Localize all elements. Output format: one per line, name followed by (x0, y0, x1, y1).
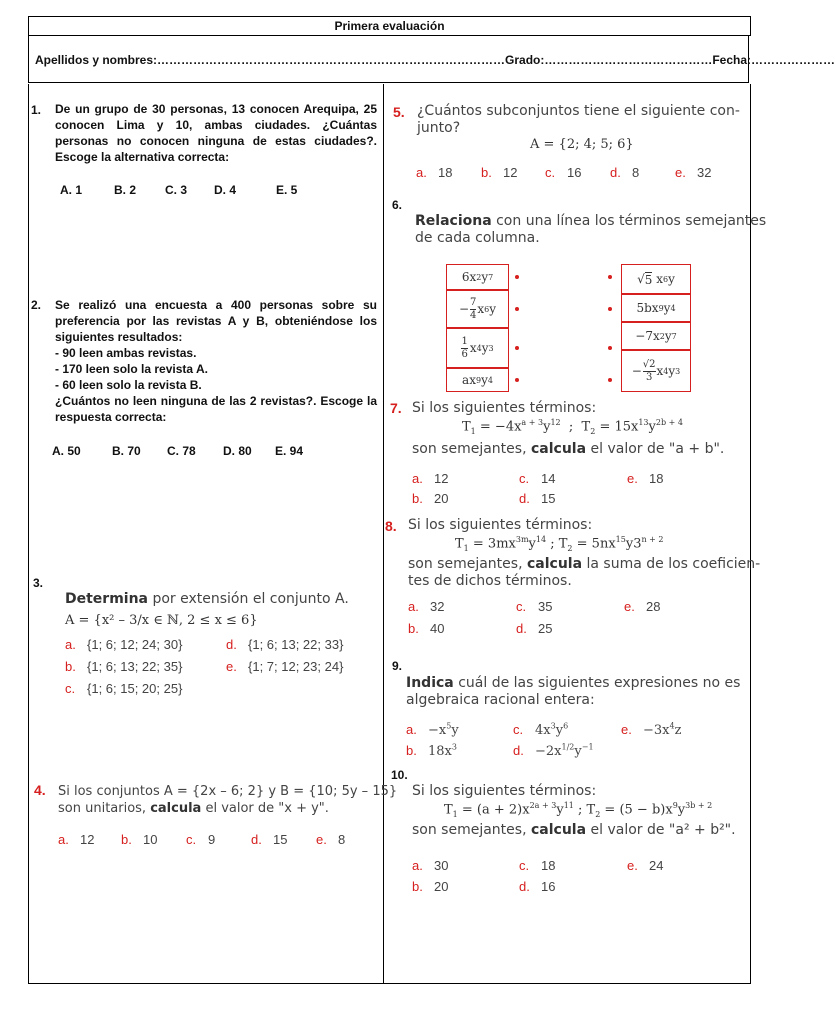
match-dot[interactable] (515, 307, 519, 311)
q6-number: 6. (392, 198, 403, 212)
q4-option[interactable]: a. 12 (58, 832, 95, 847)
term-left-2: − 7 4 x 6 y (446, 290, 509, 328)
q2-number: 2. (31, 298, 42, 312)
q8-option[interactable]: e. 28 (624, 599, 661, 614)
q5-option[interactable]: a. 18 (416, 165, 453, 180)
q8-text: son semejantes, calcula la suma de los coeficien- tes de dichos términos. (408, 556, 761, 589)
q7-option[interactable]: a. 12 (412, 471, 449, 486)
q1-option[interactable]: A. 1 (60, 183, 83, 197)
q5-set: A = {2; 4; 5; 6} (530, 137, 634, 152)
column-divider (383, 84, 384, 984)
q5-text (417, 103, 740, 137)
q8-option[interactable]: b. 40 (408, 621, 445, 636)
q3-lead: Determina (65, 591, 149, 607)
q1-number: 1. (31, 103, 42, 117)
q4-option[interactable]: b. 10 (121, 832, 158, 847)
match-dot[interactable] (515, 275, 519, 279)
q2-option[interactable]: A. 50 (52, 444, 81, 458)
q9-option[interactable]: d. $-2x^{1/2}y^{-1}$ (513, 743, 594, 760)
q5-option[interactable]: d. 8 (610, 165, 640, 180)
q6-text: Relaciona con una línea los términos semejantes de cada columna. (415, 213, 767, 246)
q2-line: - 90 leen ambas revistas. (55, 346, 197, 360)
q2-option[interactable]: C. 78 (167, 444, 196, 458)
q5-number: 5. (393, 104, 405, 120)
term-left-1: 6x 2 y 7 (446, 264, 509, 290)
q5-option[interactable]: c. 16 (545, 165, 582, 180)
q3-option[interactable]: c. {1; 6; 15; 20; 25} (65, 681, 183, 696)
q3-option[interactable]: d. {1; 6; 13; 22; 33} (226, 637, 344, 652)
student-info-line: Apellidos y nombres:……………………………………………………………………………Grado:……………………………………Fecha:………………… (28, 35, 749, 83)
q1-option[interactable]: C. 3 (165, 183, 188, 197)
q5-line: ¿Cuántos subconjuntos tiene el siguiente con- (417, 103, 740, 119)
q4-text (58, 783, 397, 817)
q2-option[interactable]: B. 70 (112, 444, 141, 458)
q2-text (55, 297, 377, 425)
q4-option[interactable]: d. 15 (251, 832, 288, 847)
q9-option[interactable]: a. $-x^5y$ (406, 722, 459, 739)
q7-line: son semejantes, calcula el valor de "a + b". (412, 441, 725, 457)
q3-option[interactable]: b. {1; 6; 13; 22; 35} (65, 659, 183, 674)
term-right-4: − √2 3 x 4 y 3 (621, 350, 691, 392)
q4-line: Si los conjuntos A = {2x – 6; 2} y B = {10; 5y – 15} (58, 784, 398, 799)
term-right-3: −7x 2 y 7 (621, 322, 691, 350)
q4-number: 4. (34, 782, 46, 798)
q10-option[interactable]: c. 18 (519, 858, 556, 873)
q2-option[interactable]: E. 94 (275, 444, 304, 458)
q7-option[interactable]: b. 20 (412, 491, 449, 506)
q5-option[interactable]: b. 12 (481, 165, 518, 180)
term-right-2: 5bx 9 y 4 (621, 294, 691, 322)
q2-option[interactable]: D. 80 (223, 444, 252, 458)
q7-option[interactable]: d. 15 (519, 491, 556, 506)
q8-option[interactable]: d. 25 (516, 621, 553, 636)
q4-option[interactable]: e. 8 (316, 832, 346, 847)
q1-text: De un grupo de 30 personas, 13 conocen Arequipa, 25 conocen Lima y 10, ambas ciudades. ¿Cuántas personas no conocen ninguna de estas ciudades?. Escoge la alternativa correcta: (55, 102, 377, 164)
q8-option[interactable]: a. 32 (408, 599, 445, 614)
q8-number: 8. (385, 518, 397, 534)
q10-formula: $T_1 = (a + 2)x^{2a + 3}y^{11}$ ; $T_2 = (5 - b)x^9y^{3b + 2}$ (444, 801, 713, 819)
q9-number: 9. (392, 659, 403, 673)
q10-option[interactable]: b. 20 (412, 879, 449, 894)
q4-line: son unitarios, calcula el valor de "x + y". (58, 801, 329, 816)
match-dot[interactable] (515, 378, 519, 382)
match-dot[interactable] (608, 346, 612, 350)
term-left-3: 1 6 x 4 y 3 (446, 328, 509, 368)
q3-instruction (65, 591, 349, 608)
q7-option[interactable]: e. 18 (627, 471, 664, 486)
q3-option[interactable]: a. {1; 6; 12; 24; 30} (65, 637, 183, 652)
q8-option[interactable]: c. 35 (516, 599, 553, 614)
match-dot[interactable] (608, 378, 612, 382)
q7-option[interactable]: c. 14 (519, 471, 556, 486)
q3-text: por extensión el conjunto A. (148, 591, 349, 607)
q10-option[interactable]: d. 16 (519, 879, 556, 894)
q1-option[interactable]: D. 4 (214, 183, 237, 197)
term-right-1: √ 5 x 6 y (621, 264, 691, 294)
match-dot[interactable] (608, 307, 612, 311)
q10-option[interactable]: a. 30 (412, 858, 449, 873)
q10-line: son semejantes, calcula el valor de "a² + b²". (412, 822, 736, 838)
q7-formula: $T_1 = -4x^{a + 3}y^{12}$ ; $T_2 = 15x^{13}y^{2b + 4}$ (462, 418, 683, 436)
q10-number: 10. (391, 768, 408, 782)
q2-line: - 60 leen solo la revista B. (55, 378, 202, 392)
q5-line: junto? (417, 120, 461, 136)
q2-line: - 170 leen solo la revista A. (55, 362, 208, 376)
page-title: Primera evaluación (28, 16, 751, 36)
q1-option[interactable]: E. 5 (276, 183, 298, 197)
q8-line: Si los siguientes términos: (408, 517, 593, 533)
q7-line: Si los siguientes términos: (412, 400, 597, 416)
q4-option[interactable]: c. 9 (186, 832, 216, 847)
q9-option[interactable]: c. $4x^3y^6$ (513, 722, 569, 739)
match-dot[interactable] (515, 346, 519, 350)
term-left-4: ax 9 y 4 (446, 368, 509, 392)
q1-option[interactable]: B. 2 (114, 183, 137, 197)
match-dot[interactable] (608, 275, 612, 279)
q7-number: 7. (390, 400, 402, 416)
q9-option[interactable]: e. $-3x^4z$ (621, 722, 682, 739)
q5-option[interactable]: e. 32 (675, 165, 712, 180)
q3-option[interactable]: e. {1; 7; 12; 23; 24} (226, 659, 344, 674)
q3-number: 3. (33, 576, 44, 590)
q9-text: Indica cuál de las siguientes expresiones no es algebraica racional entera: (406, 675, 741, 708)
q2-line: ¿Cuántos no leen ninguna de las 2 revistas?. Escoge la respuesta correcta: (55, 394, 377, 424)
q3-set: A = {x² – 3/x ∈ ℕ, 2 ≤ x ≤ 6} (65, 613, 258, 628)
q10-option[interactable]: e. 24 (627, 858, 664, 873)
q9-option[interactable]: b. $18x^3$ (406, 743, 457, 760)
q10-line: Si los siguientes términos: (412, 783, 597, 799)
q8-formula: $T_1 = 3mx^{3m}y^{14}$ ; $T_2 = 5nx^{15}y3^{n + 2}$ (455, 535, 664, 553)
q2-line: Se realizó una encuesta a 400 personas sobre su preferencia por las revistas A y B, obteniéndose los siguientes resultados: (55, 298, 377, 344)
